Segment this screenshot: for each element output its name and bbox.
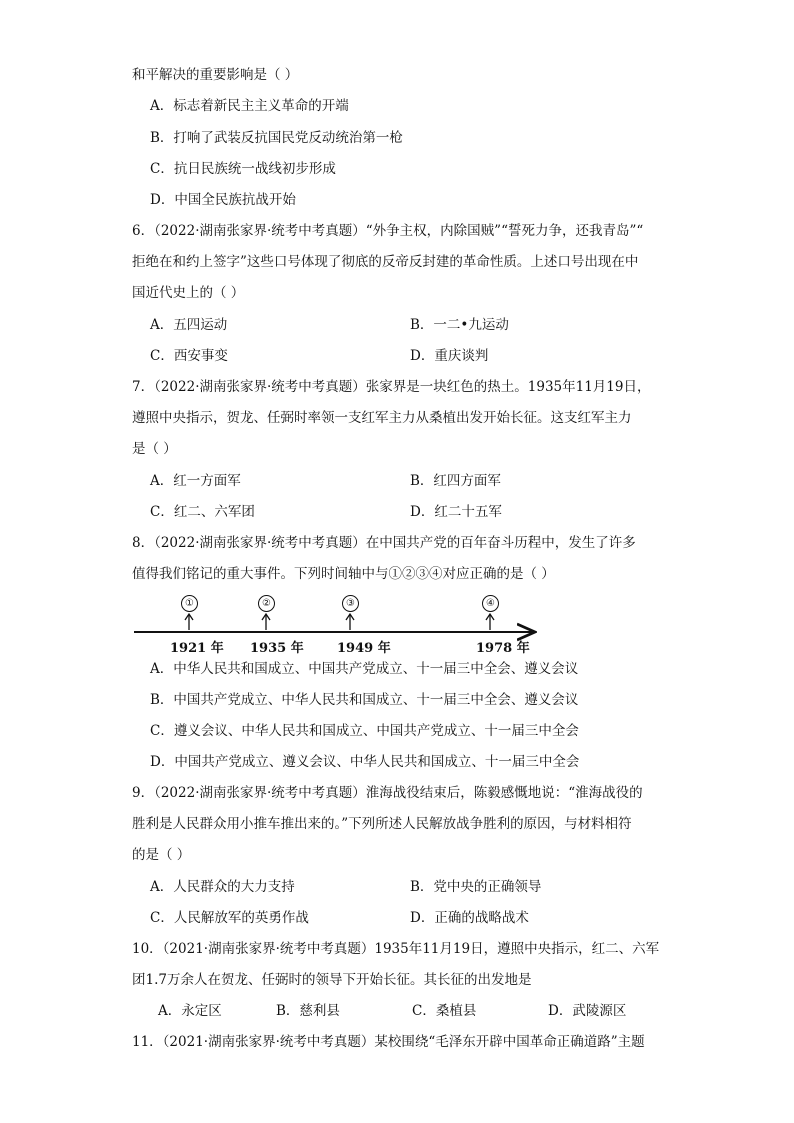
timeline-marker-4: ④ xyxy=(482,595,499,612)
timeline-marker-2: ② xyxy=(258,595,275,612)
q6-stem-line-3: 国近代史上的（ ） xyxy=(132,285,245,301)
q7-option-b: B．红四方面军 xyxy=(410,473,501,489)
q8-option-a: A．中华人民共和国成立、中国共产党成立、十一届三中全会、遵义会议 xyxy=(150,661,579,677)
timeline-axis xyxy=(0,592,794,662)
q8-option-d: D．中国共产党成立、遵义会议、中华人民共和国成立、十一届三中全会 xyxy=(150,754,580,770)
q7-stem-line-3: 是（ ） xyxy=(132,441,177,457)
q5-option-b: B．打响了武装反抗国民党反动统治第一枪 xyxy=(150,130,403,146)
q5-stem: 和平解决的重要影响是（ ） xyxy=(132,67,299,83)
timeline-marker-3: ③ xyxy=(342,595,359,612)
q7-stem-line-2: 遵照中央指示，贺龙、任弼时率领一支红军主力从桑植出发开始长征。这支红军主力 xyxy=(132,410,632,426)
q7-option-d: D．红二十五军 xyxy=(410,504,502,520)
timeline-marker-1: ① xyxy=(181,595,198,612)
q5-option-d: D．中国全民族抗战开始 xyxy=(150,192,296,208)
q6-stem-line-2: 拒绝在和约上签字”这些口号体现了彻底的反帝反封建的革命性质。上述口号出现在中 xyxy=(132,254,639,270)
q10-option-c: C．桑植县 xyxy=(412,1003,477,1019)
q9-option-d: D．正确的战略战术 xyxy=(410,910,529,926)
q9-stem-line-3: 的是（ ） xyxy=(132,847,191,863)
q9-option-c: C．人民解放军的英勇作战 xyxy=(150,910,309,926)
q9-option-a: A．人民群众的大力支持 xyxy=(150,879,295,895)
q10-option-d: D．武陵源区 xyxy=(548,1003,627,1019)
q10-stem-line-2: 团1.7万余人在贺龙、任弼时的领导下开始长征。其长征的出发地是 xyxy=(132,972,532,988)
q9-stem-line-1: 9．（2022·湖南张家界·统考中考真题）淮海战役结束后，陈毅感慨地说：“淮海战役的 xyxy=(132,785,643,801)
timeline-year-1949: 1949 年 xyxy=(337,641,391,656)
q8-option-c: C．遵义会议、中华人民共和国成立、中国共产党成立、十一届三中全会 xyxy=(150,723,579,739)
q7-option-a: A．红一方面军 xyxy=(150,473,241,489)
q6-option-a: A．五四运动 xyxy=(150,317,228,333)
q6-stem-line-1: 6．（2022·湖南张家界·统考中考真题）“外争主权，内除国贼”“誓死力争，还我青岛”“ xyxy=(132,223,644,239)
q5-option-c: C．抗日民族统一战线初步形成 xyxy=(150,161,336,177)
q6-option-b: B．一二•九运动 xyxy=(410,317,509,333)
q10-option-a: A．永定区 xyxy=(158,1003,222,1019)
q6-option-d: D．重庆谈判 xyxy=(410,348,489,364)
timeline-year-1935: 1935 年 xyxy=(250,641,304,656)
q9-stem-line-2: 胜利是人民群众用小推车推出来的。”下列所述人民解放战争胜利的原因，与材料相符 xyxy=(132,816,632,832)
q5-option-a: A．标志着新民主主义革命的开端 xyxy=(150,98,349,114)
q9-option-b: B．党中央的正确领导 xyxy=(410,879,542,895)
q8-stem-line-1: 8．（2022·湖南张家界·统考中考真题）在中国共产党的百年奋斗历程中，发生了许多 xyxy=(132,535,636,551)
q6-option-c: C．西安事变 xyxy=(150,348,228,364)
timeline-year-1921: 1921 年 xyxy=(170,641,224,656)
q10-stem-line-1: 10．（2021·湖南张家界·统考中考真题）1935年11月19日，遵照中央指示，红二、六军 xyxy=(132,941,660,957)
q11-stem-line-1: 11．（2021·湖南张家界·统考中考真题）某校围绕“毛泽东开辟中国革命正确道路”主题 xyxy=(132,1034,645,1050)
q10-option-b: B．慈利县 xyxy=(276,1003,340,1019)
q7-option-c: C．红二、六军团 xyxy=(150,504,255,520)
q8-option-b: B．中国共产党成立、中华人民共和国成立、十一届三中全会、遵义会议 xyxy=(150,692,579,708)
timeline-year-1978: 1978 年 xyxy=(476,641,530,656)
q8-stem-line-2: 值得我们铭记的重大事件。下列时间轴中与①②③④对应正确的是（ ） xyxy=(132,566,555,582)
q7-stem-line-1: 7．（2022·湖南张家界·统考中考真题）张家界是一块红色的热土。1935年11月19日， xyxy=(132,379,651,395)
